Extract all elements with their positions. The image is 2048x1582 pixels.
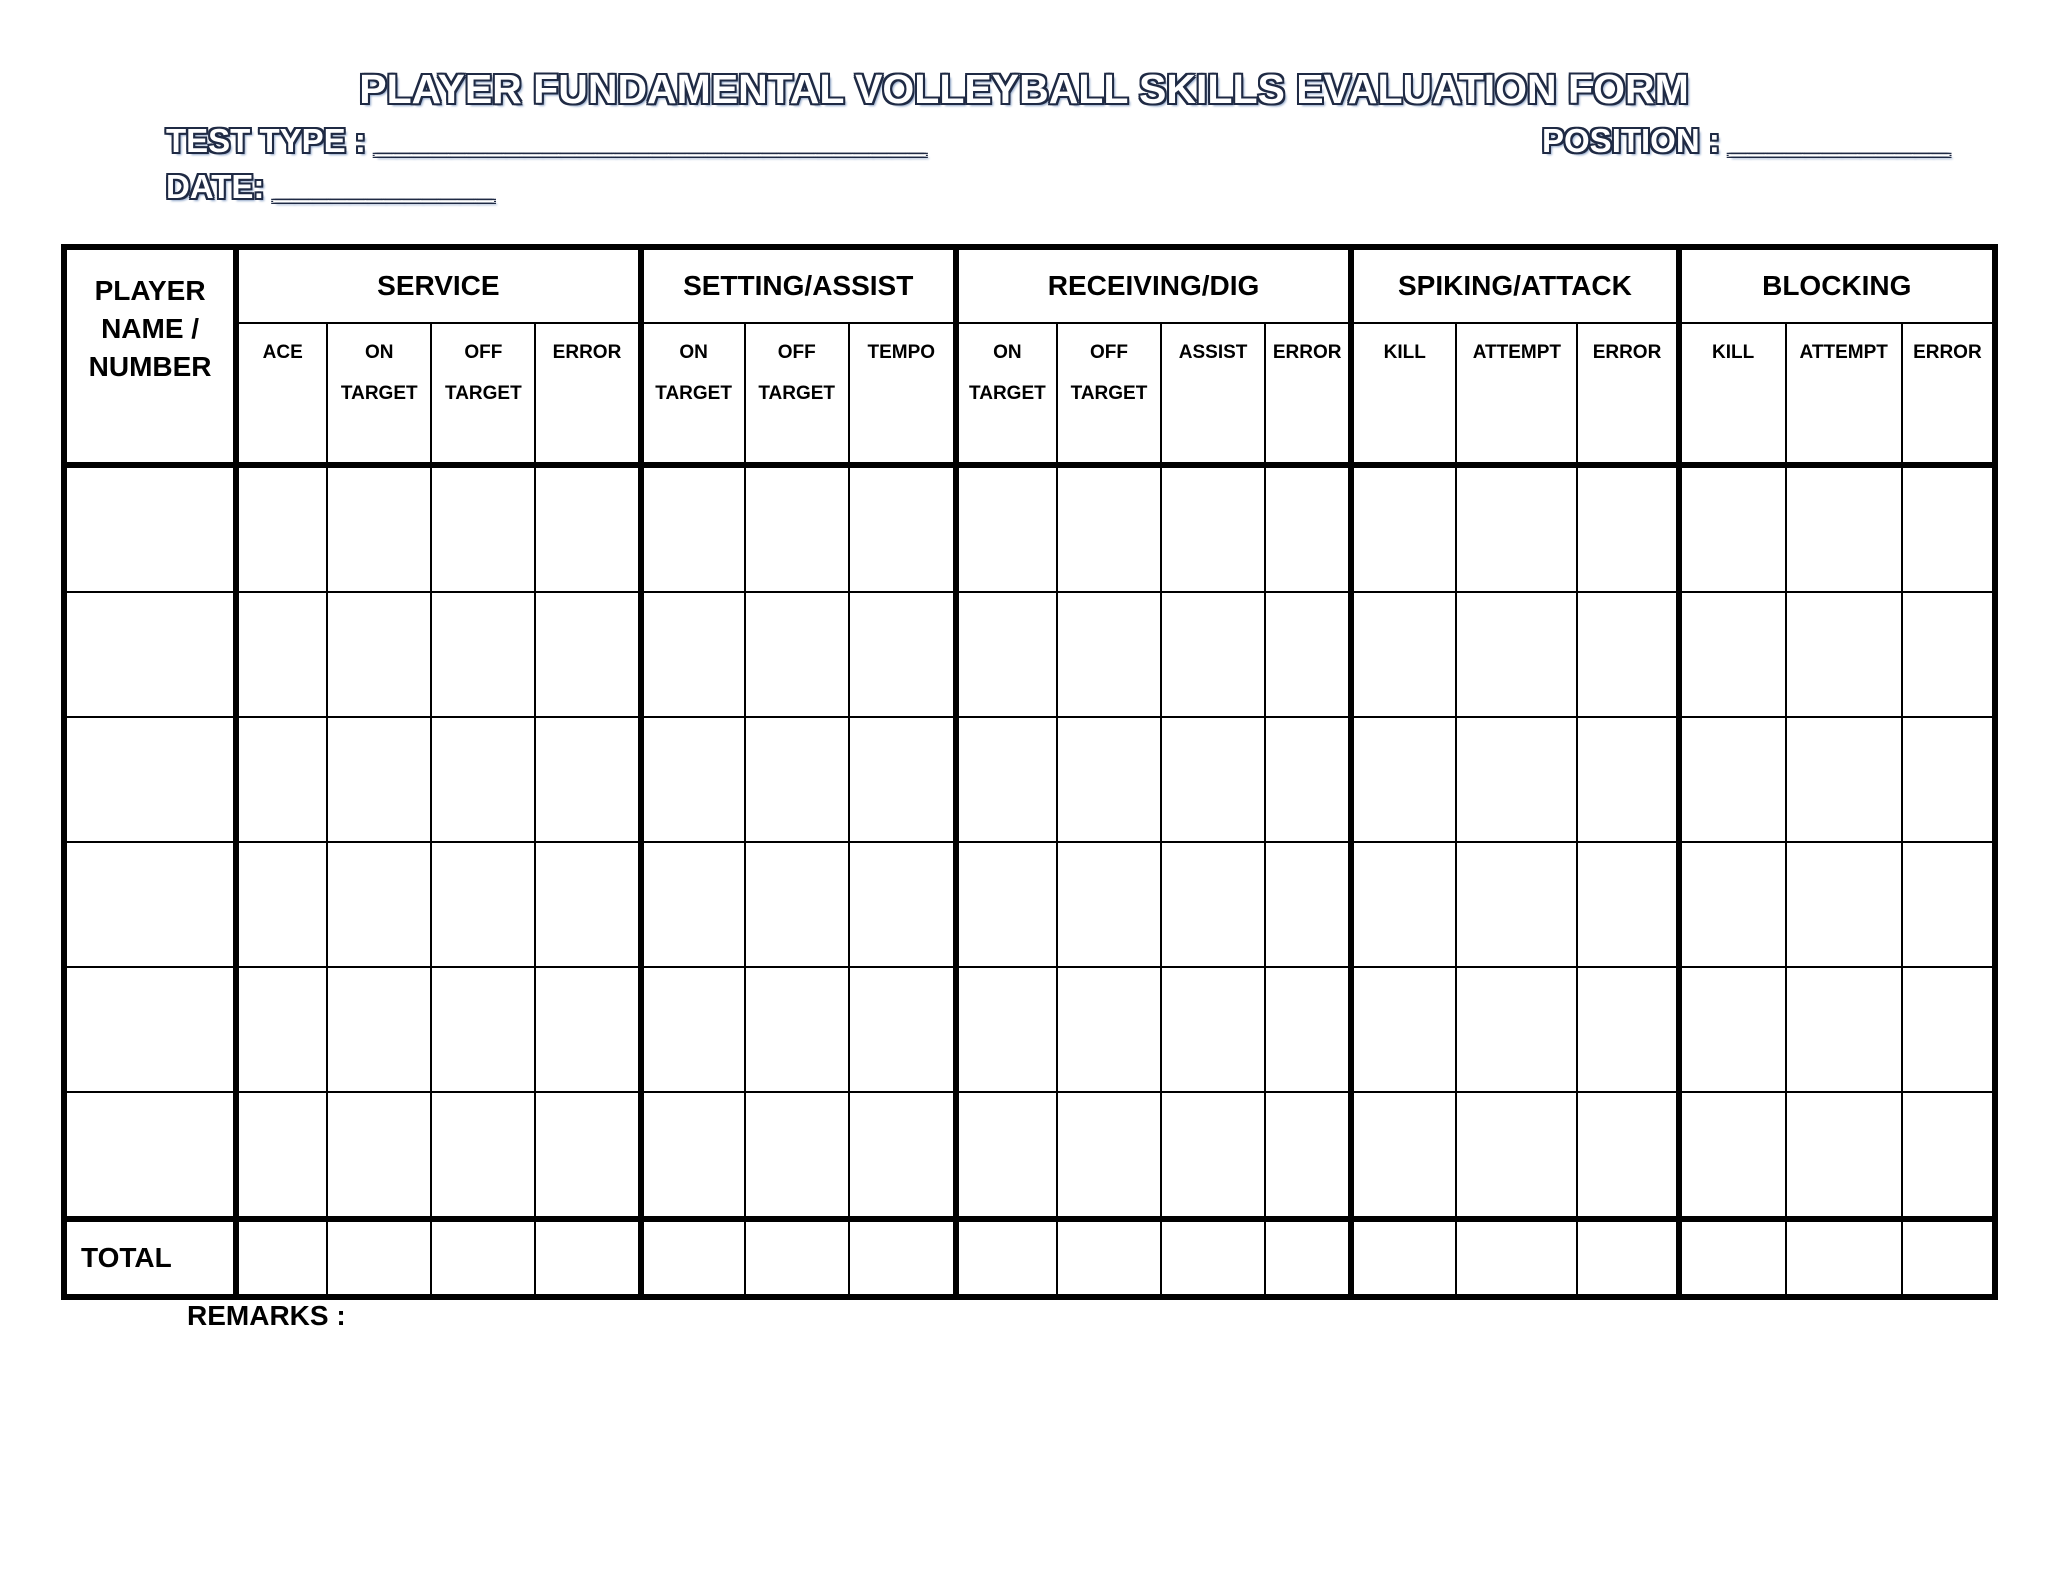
column-header: [1456, 323, 1577, 465]
total-cell[interactable]: [641, 1219, 745, 1297]
player-name-number-header: [64, 247, 236, 465]
player-name-cell[interactable]: [64, 717, 236, 842]
total-row: [64, 1219, 1995, 1297]
group-header-row: [64, 247, 1995, 323]
column-header: [1351, 323, 1456, 465]
player-header-line: NAME /: [101, 313, 200, 344]
total-cell[interactable]: [1786, 1219, 1902, 1297]
score-cell[interactable]: [1265, 1092, 1351, 1219]
score-cell[interactable]: [1577, 717, 1678, 842]
group-header-blocking: BLOCKING: [1679, 247, 1995, 323]
score-cell[interactable]: [1456, 1092, 1577, 1219]
total-cell[interactable]: [431, 1219, 535, 1297]
score-cell[interactable]: [236, 465, 327, 592]
score-cell[interactable]: [1456, 842, 1577, 967]
score-cell[interactable]: [535, 465, 640, 592]
score-cell[interactable]: [431, 1092, 535, 1219]
score-cell[interactable]: [236, 592, 327, 717]
player-row: [64, 465, 1995, 592]
score-cell[interactable]: [849, 1092, 956, 1219]
column-header-line: TARGET: [758, 383, 836, 404]
score-cell[interactable]: [535, 967, 640, 1092]
score-cell[interactable]: [956, 842, 1057, 967]
column-header: [745, 323, 849, 465]
score-cell[interactable]: [1902, 967, 1995, 1092]
score-cell[interactable]: [1351, 967, 1456, 1092]
player-header-line: NUMBER: [88, 351, 212, 382]
score-cell[interactable]: [1351, 592, 1456, 717]
score-cell[interactable]: [641, 465, 745, 592]
column-header-line: OFF: [1089, 342, 1128, 363]
score-cell[interactable]: [431, 842, 535, 967]
score-cell[interactable]: [1902, 465, 1995, 592]
date-field[interactable]: DATE: ____________: [166, 168, 494, 205]
player-name-cell[interactable]: [64, 1092, 236, 1219]
column-header-line: ON: [679, 342, 708, 363]
score-cell[interactable]: [1902, 1092, 1995, 1219]
total-cell[interactable]: [1265, 1219, 1351, 1297]
total-label: TOTAL: [64, 1219, 236, 1297]
score-cell[interactable]: [1577, 1092, 1678, 1219]
score-cell[interactable]: [849, 967, 956, 1092]
total-cell[interactable]: [236, 1219, 327, 1297]
total-cell[interactable]: [1902, 1219, 1995, 1297]
player-name-cell[interactable]: [64, 967, 236, 1092]
score-cell[interactable]: [431, 592, 535, 717]
column-header: [956, 323, 1057, 465]
column-header-line: KILL: [1383, 342, 1426, 363]
column-header-line: TARGET: [655, 383, 732, 404]
score-cell[interactable]: [1679, 465, 1786, 592]
score-cell[interactable]: [1265, 717, 1351, 842]
column-header-line: ATTEMPT: [1472, 342, 1562, 363]
score-cell[interactable]: [641, 592, 745, 717]
total-cell[interactable]: [745, 1219, 849, 1297]
score-cell[interactable]: [236, 1092, 327, 1219]
column-header-line: ASSIST: [1178, 342, 1248, 363]
form-title: PLAYER FUNDAMENTAL VOLLEYBALL SKILLS EVALUATION FORM: [359, 66, 1689, 112]
score-cell[interactable]: [956, 592, 1057, 717]
score-cell[interactable]: [327, 1092, 431, 1219]
score-cell[interactable]: [1456, 717, 1577, 842]
score-cell[interactable]: [1786, 717, 1902, 842]
player-row: [64, 967, 1995, 1092]
score-cell[interactable]: [1456, 592, 1577, 717]
score-cell[interactable]: [956, 465, 1057, 592]
score-cell[interactable]: [1265, 592, 1351, 717]
column-header-line: ERROR: [1272, 342, 1342, 363]
score-cell[interactable]: [1057, 842, 1161, 967]
score-cell[interactable]: [1902, 592, 1995, 717]
score-cell[interactable]: [1351, 1092, 1456, 1219]
column-header-line: ERROR: [1913, 342, 1982, 363]
column-header-line: ACE: [262, 342, 303, 363]
player-row: [64, 842, 1995, 967]
subheader-row: [64, 323, 1995, 465]
score-cell[interactable]: [327, 465, 431, 592]
score-cell[interactable]: [956, 1092, 1057, 1219]
score-cell[interactable]: [1265, 842, 1351, 967]
column-header: [327, 323, 431, 465]
score-cell[interactable]: [535, 842, 640, 967]
column-header: [1786, 323, 1902, 465]
score-cell[interactable]: [1679, 1092, 1786, 1219]
score-cell[interactable]: [1786, 592, 1902, 717]
position-field[interactable]: POSITION : ____________: [1542, 122, 1950, 159]
total-cell[interactable]: [535, 1219, 640, 1297]
score-cell[interactable]: [1577, 967, 1678, 1092]
column-header-line: ON: [993, 342, 1022, 363]
score-cell[interactable]: [327, 842, 431, 967]
test-type-field[interactable]: TEST TYPE : ______________________________: [166, 122, 926, 159]
remarks-label: REMARKS :: [187, 1300, 346, 1331]
column-header-line: TARGET: [445, 383, 522, 404]
score-cell[interactable]: [1161, 717, 1265, 842]
score-cell[interactable]: [1351, 465, 1456, 592]
score-cell[interactable]: [236, 842, 327, 967]
column-header: [641, 323, 745, 465]
score-cell[interactable]: [236, 717, 327, 842]
score-cell[interactable]: [1265, 465, 1351, 592]
player-row: [64, 592, 1995, 717]
score-cell[interactable]: [745, 967, 849, 1092]
group-header-service: SERVICE: [236, 247, 640, 323]
column-header: [849, 323, 956, 465]
score-cell[interactable]: [956, 717, 1057, 842]
score-cell[interactable]: [431, 967, 535, 1092]
score-cell[interactable]: [327, 967, 431, 1092]
score-cell[interactable]: [641, 967, 745, 1092]
score-cell[interactable]: [236, 967, 327, 1092]
score-cell[interactable]: [849, 592, 956, 717]
column-header-line: ON: [365, 342, 394, 363]
score-cell[interactable]: [849, 717, 956, 842]
column-header-line: TARGET: [969, 383, 1046, 404]
score-cell[interactable]: [849, 842, 956, 967]
score-cell[interactable]: [745, 465, 849, 592]
score-cell[interactable]: [1057, 465, 1161, 592]
score-cell[interactable]: [1902, 842, 1995, 967]
total-cell[interactable]: [1577, 1219, 1678, 1297]
score-cell[interactable]: [1265, 967, 1351, 1092]
column-header-line: OFF: [464, 342, 503, 363]
score-cell[interactable]: [1786, 967, 1902, 1092]
score-cell[interactable]: [1679, 717, 1786, 842]
score-cell[interactable]: [535, 717, 640, 842]
score-cell[interactable]: [1679, 967, 1786, 1092]
score-cell[interactable]: [1057, 1092, 1161, 1219]
column-header-line: ERROR: [1592, 342, 1662, 363]
column-header: [1902, 323, 1995, 465]
column-header-line: OFF: [777, 342, 816, 363]
score-cell[interactable]: [1161, 592, 1265, 717]
column-header: [1679, 323, 1786, 465]
player-name-cell[interactable]: [64, 592, 236, 717]
group-header-setting-assist: SETTING/ASSIST: [641, 247, 956, 323]
score-cell[interactable]: [1786, 1092, 1902, 1219]
score-cell[interactable]: [641, 1092, 745, 1219]
total-cell[interactable]: [1057, 1219, 1161, 1297]
score-cell[interactable]: [1057, 967, 1161, 1092]
score-cell[interactable]: [745, 1092, 849, 1219]
evaluation-table: [61, 244, 1998, 1300]
player-header-line: PLAYER: [94, 275, 206, 306]
score-cell[interactable]: [431, 717, 535, 842]
score-cell[interactable]: [956, 967, 1057, 1092]
score-cell[interactable]: [849, 465, 956, 592]
score-cell[interactable]: [1577, 592, 1678, 717]
score-cell[interactable]: [1351, 717, 1456, 842]
total-cell[interactable]: [327, 1219, 431, 1297]
score-cell[interactable]: [1577, 842, 1678, 967]
column-header: [1265, 323, 1351, 465]
score-cell[interactable]: [1679, 592, 1786, 717]
score-cell[interactable]: [1161, 1092, 1265, 1219]
column-header-line: TEMPO: [867, 342, 936, 363]
score-cell[interactable]: [745, 842, 849, 967]
total-cell[interactable]: [849, 1219, 956, 1297]
score-cell[interactable]: [1161, 465, 1265, 592]
score-cell[interactable]: [1902, 717, 1995, 842]
score-cell[interactable]: [1161, 842, 1265, 967]
column-header: [535, 323, 640, 465]
player-row: [64, 717, 1995, 842]
column-header-line: ERROR: [552, 342, 622, 363]
score-cell[interactable]: [1351, 842, 1456, 967]
group-header-spiking-attack: SPIKING/ATTACK: [1351, 247, 1678, 323]
score-cell[interactable]: [535, 592, 640, 717]
total-cell[interactable]: [956, 1219, 1057, 1297]
score-cell[interactable]: [641, 717, 745, 842]
score-cell[interactable]: [641, 842, 745, 967]
player-row: [64, 1092, 1995, 1219]
column-header-line: TARGET: [340, 383, 418, 404]
total-cell[interactable]: [1456, 1219, 1577, 1297]
score-cell[interactable]: [327, 717, 431, 842]
column-header-line: TARGET: [1070, 383, 1148, 404]
column-header-line: KILL: [1712, 342, 1755, 363]
column-header: [1057, 323, 1161, 465]
player-name-cell[interactable]: [64, 842, 236, 967]
column-header: [431, 323, 535, 465]
score-cell[interactable]: [1786, 842, 1902, 967]
score-cell[interactable]: [327, 592, 431, 717]
player-name-cell[interactable]: [64, 465, 236, 592]
score-cell[interactable]: [535, 1092, 640, 1219]
score-cell[interactable]: [1577, 465, 1678, 592]
column-header: [236, 323, 327, 465]
total-cell[interactable]: [1351, 1219, 1456, 1297]
score-cell[interactable]: [431, 465, 535, 592]
total-cell[interactable]: [1161, 1219, 1265, 1297]
score-cell[interactable]: [1057, 592, 1161, 717]
score-cell[interactable]: [1161, 967, 1265, 1092]
column-header-line: ATTEMPT: [1799, 342, 1888, 363]
score-cell[interactable]: [1456, 465, 1577, 592]
group-header-receiving-dig: RECEIVING/DIG: [956, 247, 1351, 323]
score-cell[interactable]: [745, 592, 849, 717]
column-header: [1577, 323, 1678, 465]
column-header: [1161, 323, 1265, 465]
score-cell[interactable]: [1786, 465, 1902, 592]
score-cell[interactable]: [745, 717, 849, 842]
total-cell[interactable]: [1679, 1219, 1786, 1297]
score-cell[interactable]: [1679, 842, 1786, 967]
score-cell[interactable]: [1456, 967, 1577, 1092]
score-cell[interactable]: [1057, 717, 1161, 842]
